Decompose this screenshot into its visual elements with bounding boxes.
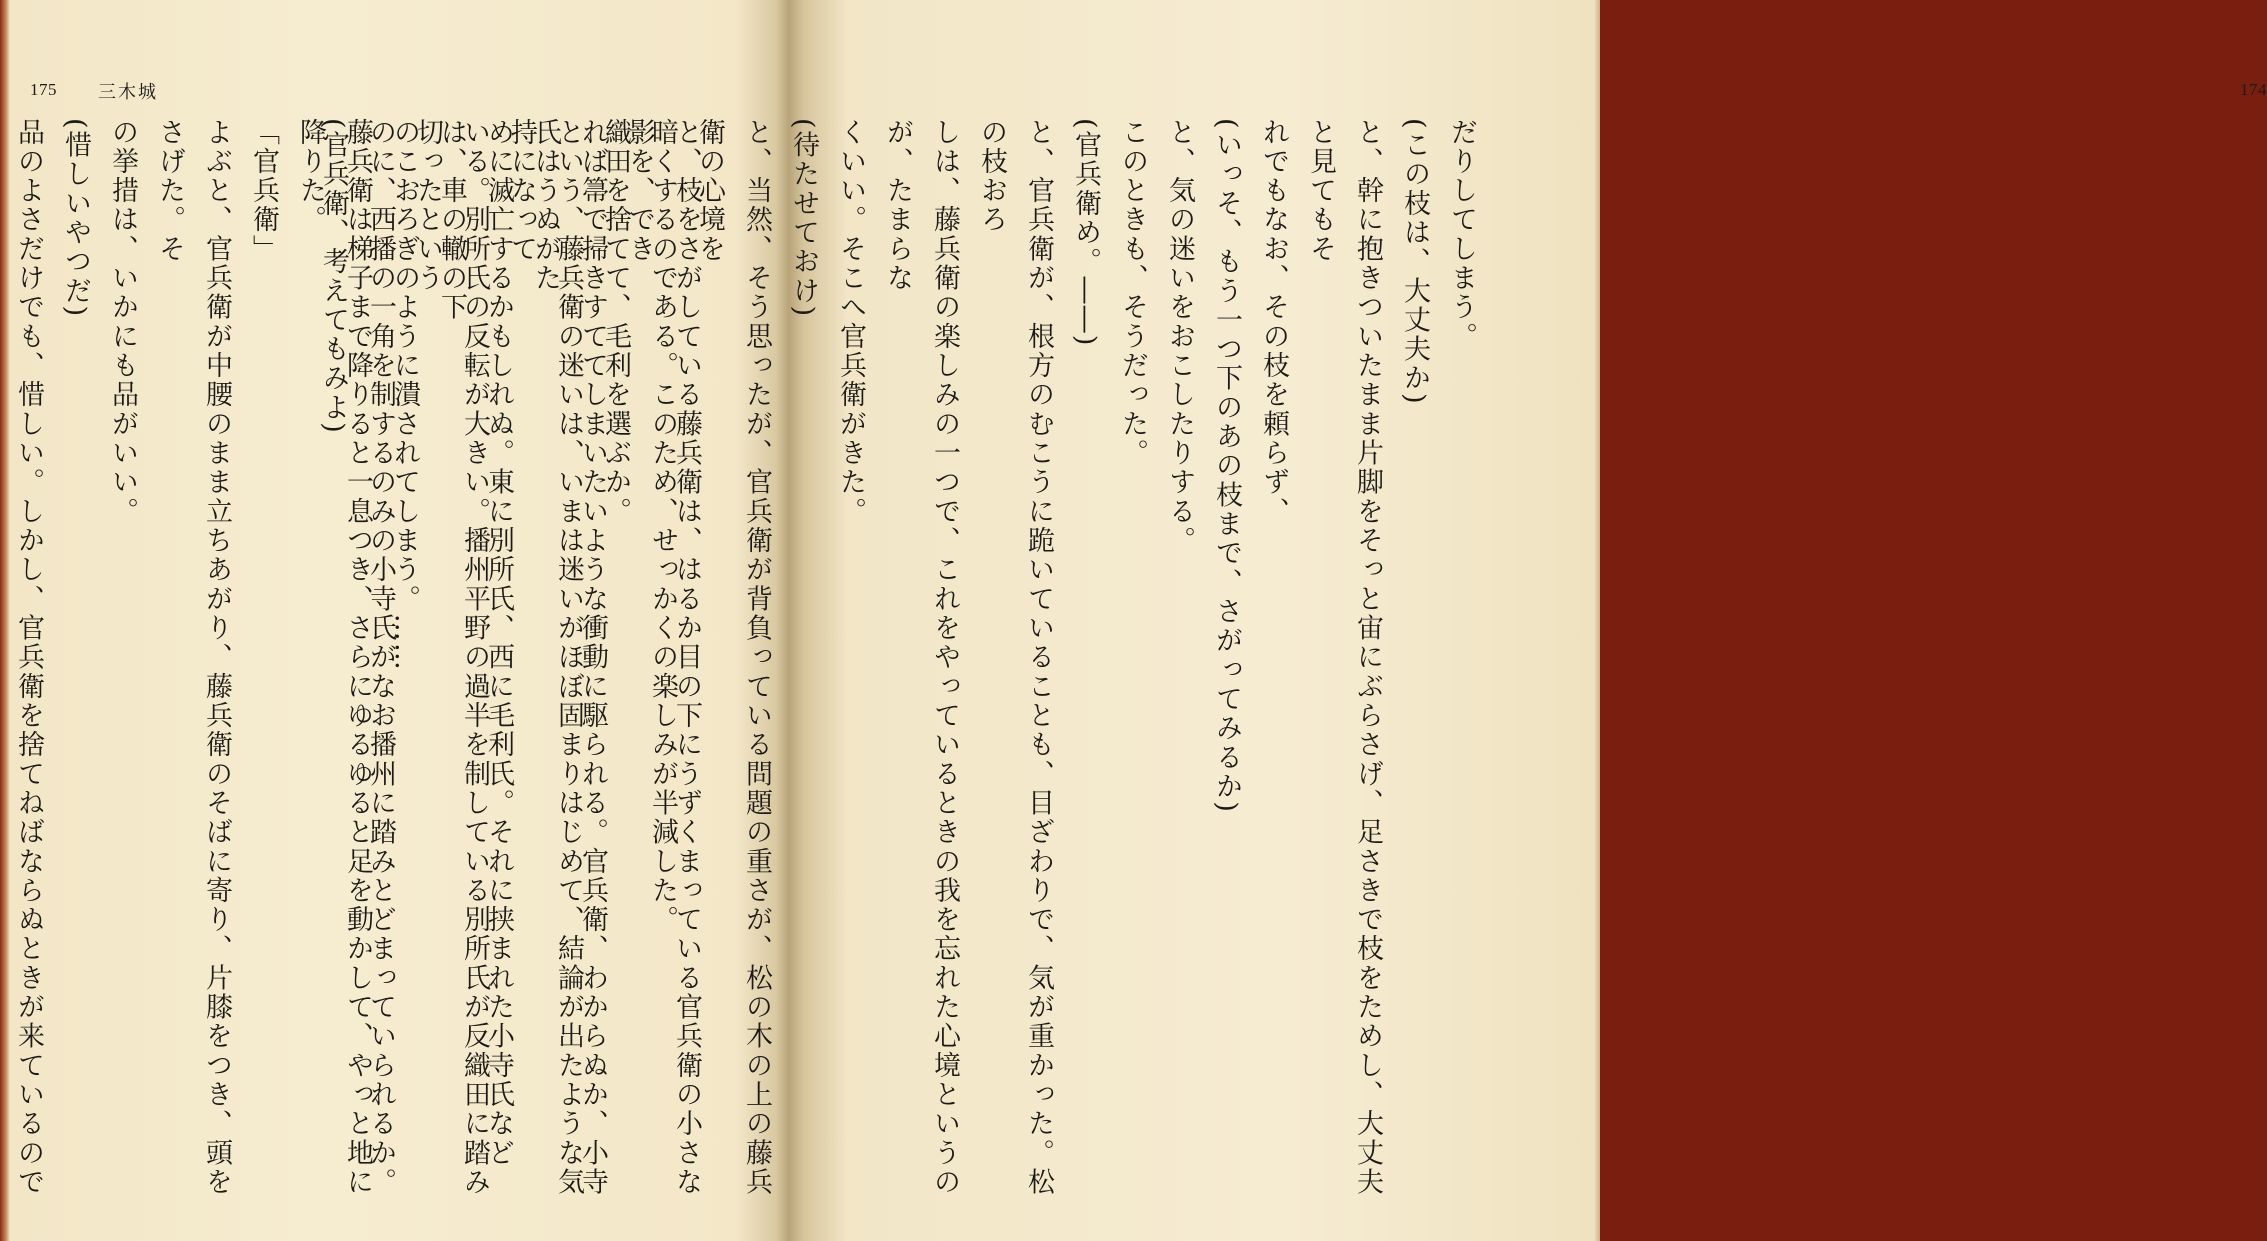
text-line: だりしてしまう。	[1446, 118, 1477, 352]
text-line: れば箒で掃きすててしまいたいような衝動に駆られる。官兵衛、わからぬか、小寺氏はうぬがた	[530, 118, 608, 1197]
text-line: (惜しいやつだ)	[60, 118, 91, 319]
text-line: (いっそ、もう一つ下のあの枝まで、さがってみるか)	[1211, 118, 1242, 815]
text-line: のこおろぎのように潰されてしまう。……	[389, 118, 420, 673]
text-line: 「官兵衛」	[248, 118, 279, 264]
text-line: と、官兵衛が、根方のむこうに跪いていることも、目ざわりで、気が重かった。松の枝おろ	[976, 118, 1054, 1197]
text-line: 暗くするのである。このため、せっかくの楽しみが半減した。	[647, 118, 678, 935]
text-line: しは、藤兵衛の楽しみの一つで、これをやっているときの我を忘れた心境というのが、たまらな	[882, 118, 960, 1197]
text-line: と、幹に抱きついたまま片脚をそっと宙にぶらさげ、足さきで枝をためし、大丈夫と見てもそ	[1305, 118, 1383, 1197]
text-line: よぶと、官兵衛が中腰のまま立ちあがり、藤兵衛のそばに寄り、片膝をつき、頭をさげた。そ	[154, 118, 232, 1197]
text-line: (官兵衛、考えてもみよ)	[318, 118, 349, 435]
text-line: のに、西播の一角を制するのみの小寺氏がなお播州に踏みとどまっていられるか。	[365, 118, 396, 1197]
text-line: (この枝は、大丈夫か)	[1399, 118, 1430, 406]
running-head: 三木城	[98, 82, 158, 103]
text-line: (官兵衛め。――)	[1070, 118, 1101, 348]
text-line: と、気の迷いをおこしたりする。	[1164, 118, 1195, 556]
page-number-left: 175	[30, 80, 57, 99]
text-line: (待たせておけ)	[788, 118, 819, 319]
text-line: いる。別所氏の反転が大きい。播州平野の過半を制している別所氏が反織田に踏み切ったという	[412, 118, 490, 1197]
text-line: と、当然、そう思ったが、官兵衛が背負っている問題の重さが、松の木の上の藤兵衛の心境を	[694, 118, 772, 1197]
text-line: くいい。そこへ官兵衛がきた。	[835, 118, 866, 527]
text-line: という、藤兵衛の迷いは、いまは迷いがほぼ固まりはじめて、結論が出たような気持になって	[506, 118, 584, 1197]
text-line: 織田を捨てて、毛利を選ぶか。	[600, 118, 631, 527]
text-line: れでもなお、その枝を頼らず、	[1258, 118, 1289, 527]
text-line: の挙措は、いかにも品がいい。	[107, 118, 138, 527]
page-number-right: 174	[2240, 80, 2267, 99]
text-line: 品のよさだけでも、惜しい。しかし、官兵衛を捨てねばならぬときが来ているので	[13, 118, 44, 1197]
text-line: 藤兵衛は梯子まで降りると一息つき、さらにゆるゆると足を動かして、やっと地に降りた。	[295, 118, 373, 1197]
text-line: と、枝をさがしている藤兵衛は、はるか目の下にうずくまっている官兵衛の小さな影を、でき	[624, 118, 702, 1197]
text-line: めに滅亡するかもしれぬ。東に別所氏、西に毛利氏。それに挟まれた小寺氏などは、車の轍の下	[436, 118, 514, 1168]
text-line: このときも、そうだった。	[1117, 118, 1148, 468]
